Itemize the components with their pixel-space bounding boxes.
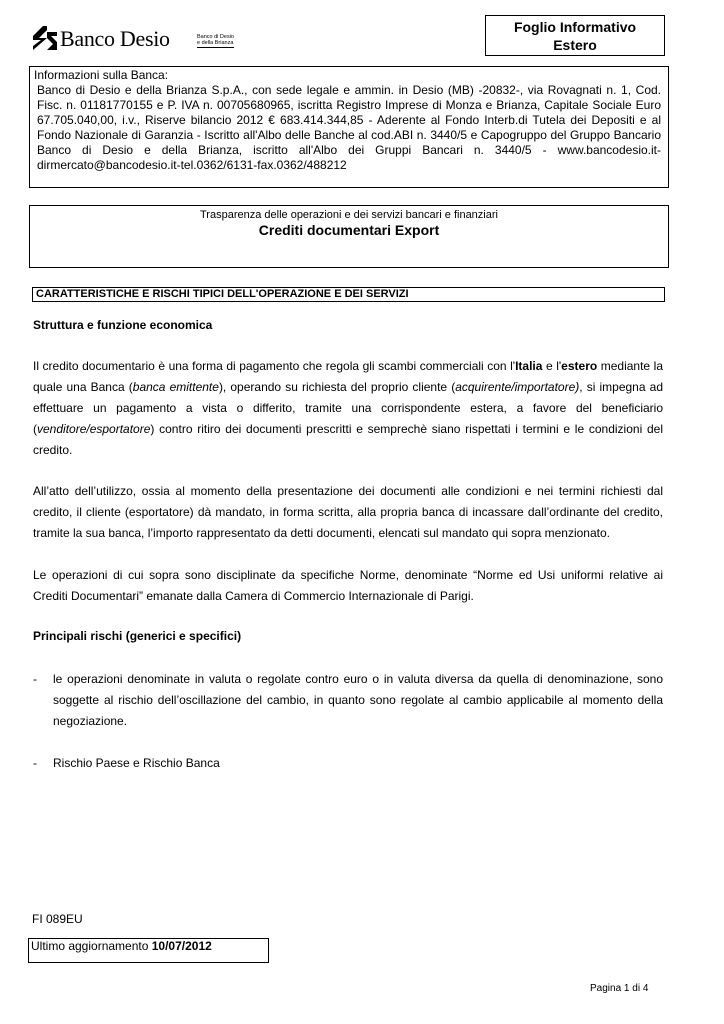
page-number: Pagina 1 di 4 (590, 983, 649, 994)
logo-subtitle (197, 34, 234, 48)
last-update-date: 10/07/2012 (151, 939, 212, 953)
bullet-rischio-paese: Rischio Paese e Rischio Banca (53, 756, 220, 770)
last-update-label: Ultimo aggiornamento (31, 939, 152, 953)
p1-italic-acquirente: acquirente/importatore) (455, 380, 580, 394)
bank-info-heading: Informazioni sulla Banca: (34, 68, 169, 82)
p1-text-2: e l' (542, 359, 562, 373)
bullet-marker-2: - (33, 756, 37, 770)
p1-text-3: mediante la quale una Banca ( (33, 359, 663, 394)
bank-info-body: Banco di Desio e della Brianza S.p.A., con sede legale e ammin. in Desio (MB) -20832-, via Rovagnati n. 1, Cod. Fisc. n. 01181770155 e P. IVA n. 00705680965, iscritta Registro Imprese di Monza e Brianza, Capitale Sociale Euro 67.705.040,00, i.v., Riserve bilancio 2012 € 683.414.344,85 - Aderente al Fondo Interb.di Tutela dei Depositi e al Fondo Nazionale di Garanzia - Iscritto all'Albo delle Banche al cod.ABI n. 3440/5 e Capogruppo del Gruppo Bancario Banco di Desio e della Brianza, iscritto all'Albo dei Gruppi Bancari n. 3440/5 - www.bancodesio.it-dirmercato@bancodesio.it-tel.0362/6131-fax.0362/488212 (37, 83, 661, 172)
document-code: FI 089EU (32, 912, 83, 926)
p1-text-6: ) contro ritiro dei documenti prescritti e semprechè siano rispettati i termini e le condizioni del credito. (33, 422, 663, 457)
banco-desio-logo-icon (33, 26, 57, 50)
p1-italic-banca-emittente: banca emittente (132, 380, 219, 394)
document-title: Crediti documentari Export (258, 222, 440, 238)
bank-info-box (29, 66, 669, 188)
p1-bold-italia: Italia (515, 359, 543, 373)
paragraph-norme: Le operazioni di cui sopra sono disciplinate da specifiche Norme, denominate “Norme ed Usi uniformi relative ai Crediti Documentari” emanate dalla Camera di Commercio Internazionale di Parigi. (33, 568, 663, 603)
logo-sub-line2: e della Brianza (197, 40, 234, 46)
bullet-marker-1: - (33, 672, 37, 686)
bank-logo (33, 26, 234, 54)
p1-italic-venditore: venditore/esportatore (37, 422, 151, 436)
last-update-box (28, 938, 269, 963)
foglio-subtitle: Estero (553, 37, 597, 53)
foglio-title: Foglio Informativo (513, 19, 637, 35)
struttura-heading: Struttura e funzione economica (33, 318, 213, 332)
p1-text-4: ), operando su richiesta del proprio cliente ( (218, 380, 456, 394)
p1-bold-estero: estero (561, 359, 598, 373)
paragraph-credito-documentario (33, 356, 663, 461)
rischi-heading: Principali rischi (generici e specifici) (33, 629, 242, 643)
foglio-informativo-box (485, 15, 665, 56)
logo-name: Banco Desio (60, 26, 170, 51)
document-subtitle: Trasparenza delle operazioni e dei servizi bancari e finanziari (200, 209, 498, 221)
document-title-box (29, 205, 669, 268)
section-header: CARATTERISTICHE E RISCHI TIPICI DELL'OPERAZIONE E DEI SERVIZI (32, 287, 665, 302)
bullet-rischio-cambio: le operazioni denominate in valuta o regolate contro euro o in valuta diversa da quella di denominazione, sono soggette al rischio dell’oscillazione del cambio, in quanto sono regolate al cambio applicabile al momento della negoziazione. (53, 672, 663, 728)
p1-text-5: , si impegna ad effettuare un pagamento a vista o differito, tramite una corrispondente estera, a favore del beneficiario ( (33, 380, 663, 436)
logo-sub-line1: Banco di Desio (197, 34, 234, 40)
paragraph-utilizzo: All’atto dell’utilizzo, ossia al momento della presentazione dei documenti alle condizioni e nei termini richiesti dal credito, il cliente (esportatore) dà mandato, in forma scritta, alla propria banca di incassare dall’ordinante del credito, tramite la sua banca, l’importo rappresentato da detti documenti, elencati sul mandato qui sopra menzionato. (33, 484, 663, 540)
p1-text-1: Il credito documentario è una forma di pagamento che regola gli scambi commerciali con l' (33, 359, 516, 373)
